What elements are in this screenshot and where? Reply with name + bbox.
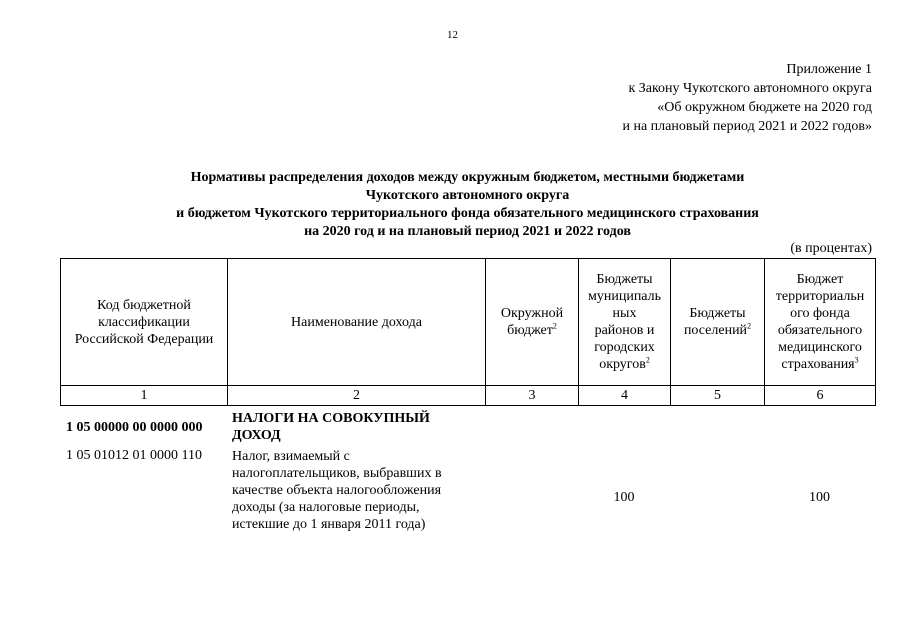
column-number: 2	[228, 386, 486, 406]
header-district-budget: Окружной бюджет$^2$	[486, 259, 579, 386]
appendix-line: «Об окружном бюджете на 2020 год	[657, 100, 872, 115]
column-number: 4	[579, 386, 671, 406]
units-note: (в процентах)	[790, 241, 872, 256]
header-code: Код бюджетной классификации Российской Федерации	[61, 259, 228, 386]
title-line: Нормативы распределения доходов между окружным бюджетом, местными бюджетами	[190, 170, 745, 185]
budget-code: 1 05 01012 01 0000 110	[66, 448, 202, 463]
footnote-mark: 2	[747, 321, 752, 331]
column-number: 3	[486, 386, 579, 406]
appendix-heading	[452, 60, 872, 136]
income-name: Налог, взимаемый с налогоплательщиков, выбравших в качестве объекта налогообложения доходы (за налоговые периоды, истекшие до 1 января 2011 года)	[232, 449, 442, 532]
header-insurance-fund: Бюджет территориальн ого фонда обязательного медицинского страхования$^3$	[765, 259, 876, 386]
column-number-row	[61, 386, 876, 406]
footnote-mark: 3	[854, 355, 859, 365]
municipal-budget-value: 100	[613, 490, 635, 505]
column-number: 5	[671, 386, 765, 406]
document-title	[60, 169, 875, 241]
column-number: 1	[61, 386, 228, 406]
budget-code: 1 05 00000 00 0000 000	[66, 420, 203, 435]
header-municipal-budgets: Бюджеты муниципаль ных районов и городских округов$^2$	[579, 259, 671, 386]
footnote-mark: 2	[645, 355, 650, 365]
header-row	[61, 259, 876, 386]
appendix-line: Приложение 1	[786, 62, 872, 77]
table-header	[60, 258, 876, 406]
title-line: Чукотского автономного округа	[365, 188, 570, 203]
title-line: на 2020 год и на плановый период 2021 и 2022 годов	[304, 224, 631, 239]
page-number: 12	[447, 29, 458, 41]
column-number: 6	[765, 386, 876, 406]
appendix-line: и на плановый период 2021 и 2022 годов»	[622, 119, 872, 134]
footnote-mark: 2	[552, 321, 557, 331]
header-settlement-budgets: Бюджеты поселений$^2$	[671, 259, 765, 386]
title-line: и бюджетом Чукотского территориального фонда обязательного медицинского страхования	[176, 206, 759, 221]
header-income-name: Наименование дохода	[228, 259, 486, 386]
appendix-line: к Закону Чукотского автономного округа	[628, 81, 872, 96]
income-name: НАЛОГИ НА СОВОКУПНЫЙ ДОХОД	[232, 411, 430, 443]
insurance-fund-value: 100	[809, 490, 830, 505]
